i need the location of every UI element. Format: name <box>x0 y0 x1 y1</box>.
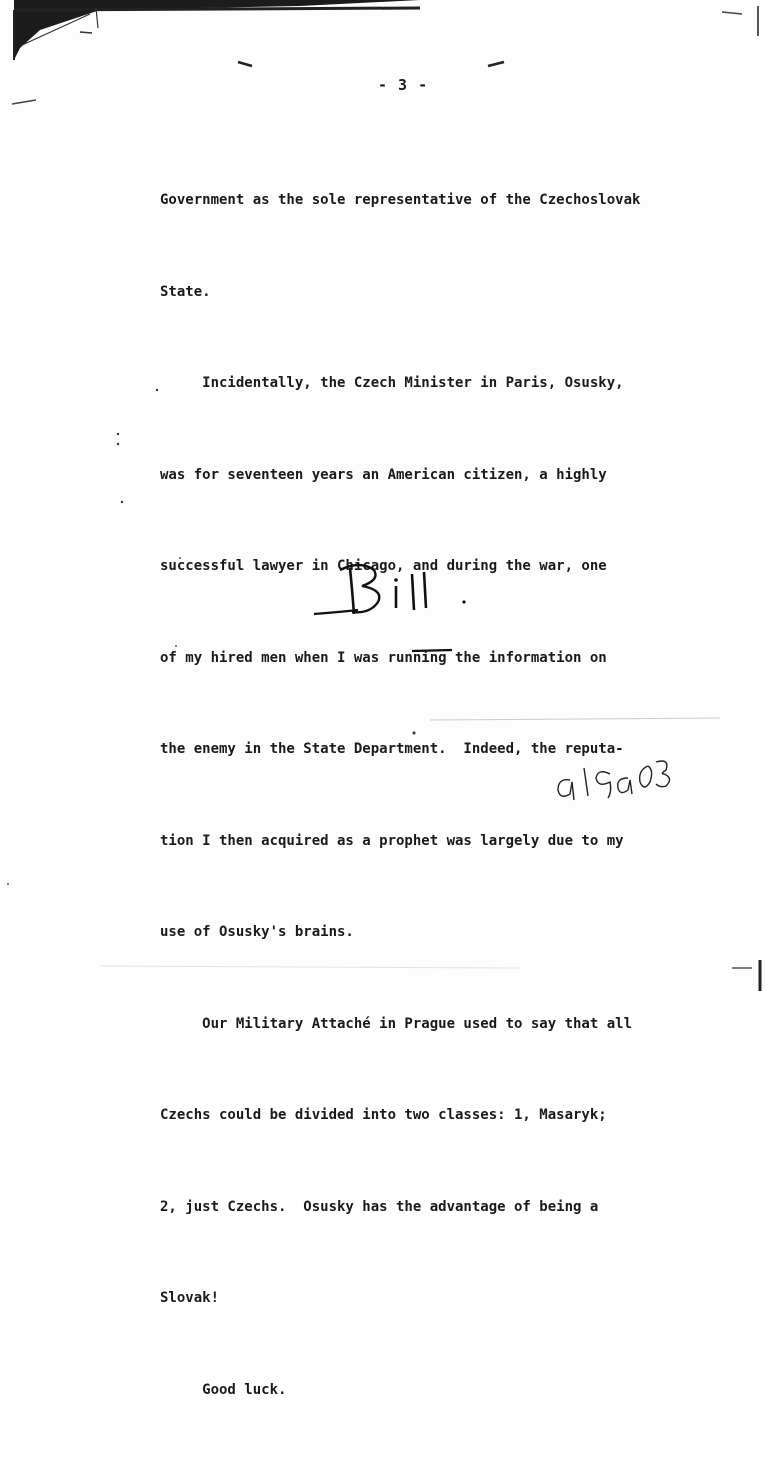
text-line: Slovak! <box>160 1290 220 1306</box>
text-line: 2, just Czechs. Osusky has the advantage of being a <box>160 1198 599 1215</box>
text-line: Good luck. <box>160 1381 287 1398</box>
text-line: of my hired men when I was running the information on <box>160 649 607 666</box>
text-line: Incidentally, the Czech Minister in Paris, Osusky, <box>160 375 624 391</box>
text-line: Government as the sole representative of the Czechoslovak <box>160 192 641 208</box>
handwritten-archive-code <box>548 748 678 808</box>
handwritten-signature <box>300 556 480 666</box>
text-line: tion I then acquired as a prophet was largely due to my <box>160 832 624 849</box>
page-number: - 3 - <box>378 76 429 94</box>
text-line: Our Military Attaché in Prague used to say that all <box>160 1015 633 1032</box>
text-line: successful lawyer in Chicago, and during the war, one <box>160 558 607 574</box>
text-line: use of Osusky's brains. <box>160 924 354 940</box>
text-line: the enemy in the State Department. Indeed, the reputa- <box>160 741 624 757</box>
text-line: State. <box>160 283 211 300</box>
text-line: Czechs could be divided into two classes: 1, Masaryk; <box>160 1107 607 1123</box>
text-line: was for seventeen years an American citizen, a highly <box>160 466 607 483</box>
